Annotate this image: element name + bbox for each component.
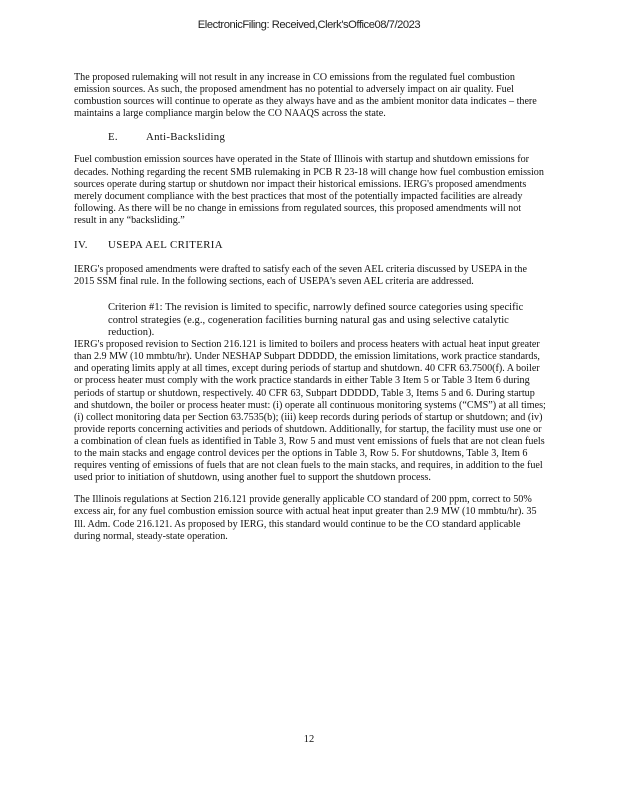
section-heading-anti-backsliding [74,131,546,143]
page-number: 12 [303,734,315,745]
section-heading-usepa-ael [74,239,546,251]
paragraph-section-216-revision: IERG's proposed revision to Section 216.121 is limited to boilers and process heaters with actual heat input greater than 2.9 MW (10 mmbtu/hr). Under NESHAP Subpart DDDDD, the emission limitations, work practice standards, and operating limits apply at all times, except during periods of startup and shutdown. 40 CFR 63.7500(f). A boiler or process heater must comply with the work practice standards in either Table 3 Item 5 or Table 3 Item 6 during periods of startup or shutdown, respectively. 40 CFR 63, Subpart DDDDD, Table 3, Items 5 and 6. During startup and shutdown, the boiler or process heater must: (i) operate all continuous monitoring systems (“CMS”) at all times; (i) collect monitoring data per Section 63.7535(b); (iii) keep records during periods of startup or shutdown; and (iv) provide reports concerning activities and periods of shutdown. Additionally, for startup, the facility must use one or a combination of clean fuels as identified in Table 3, Row 5 and must vent emissions of fuels that are not clean fuels to the main stacks and engage control devices per the options in Table 3, Row 5. For shutdowns, Table 3, Item 6 requires venting of emissions of fuels that are not clean fuels to the main stacks, and requires, in addition to the fuel used prior to initiation of shutdown, using another fuel to support the shutdown process. [74,339,546,484]
criterion-1-heading: Criterion #1: The revision is limited to specific, narrowly defined source categories using specific control strategies (e.g., cogeneration facilities burning natural gas and using selective catalytic reduction). [108,302,524,338]
paragraph-anti-backsliding: Fuel combustion emission sources have operated in the State of Illinois with startup and shutdown emissions for decades. Nothing regarding the recent SMB rulemaking in PCB R 23-18 will change how fuel combustion emission sources operate during startup or shutdown nor impact their historical emissions. IERG's proposed amendments merely document compliance with the best practices that most of the potentially impacted facilities are already following. As there will be no change in emissions from regulated sources, this proposed amendments will not result in any “backsliding.” [74,154,544,226]
filing-stamp-header: ElectronicFiling: Received,Clerk'sOffice08/7/2023 [197,19,421,31]
paragraph-ael-intro: IERG's proposed amendments were drafted to satisfy each of the seven AEL criteria discussed by USEPA in the 2015 SSM final rule. In the following sections, each of USEPA's seven AEL criteria are addressed. [74,264,527,288]
section-number: IV. [74,239,88,252]
paragraph-co-emissions: The proposed rulemaking will not result in any increase in CO emissions from the regulated fuel combustion emission sources. As such, the proposed amendment has no potential to adversely impact on air quality. Fuel combustion sources will continue to operate as they always have and as the ambient monitor data indicates – there maintains a large compliance margin below the CO NAAQS across the state. [74,72,537,120]
section-title: Anti-Backsliding [146,131,226,144]
section-letter: E. [108,131,118,144]
document-body [74,72,546,543]
section-title: USEPA AEL CRITERIA [108,239,223,252]
paragraph-illinois-co-standard: The Illinois regulations at Section 216.121 provide generally applicable CO standard of 200 ppm, correct to 50% excess air, for any fuel combustion emission source with actual heat input greater than 2.9 MW (10 mmbtu/hr). 35 Ill. Adm. Code 216.121. As proposed by IERG, this standard would continue to be the CO standard applicable during normal, steady-state operation. [74,494,537,542]
